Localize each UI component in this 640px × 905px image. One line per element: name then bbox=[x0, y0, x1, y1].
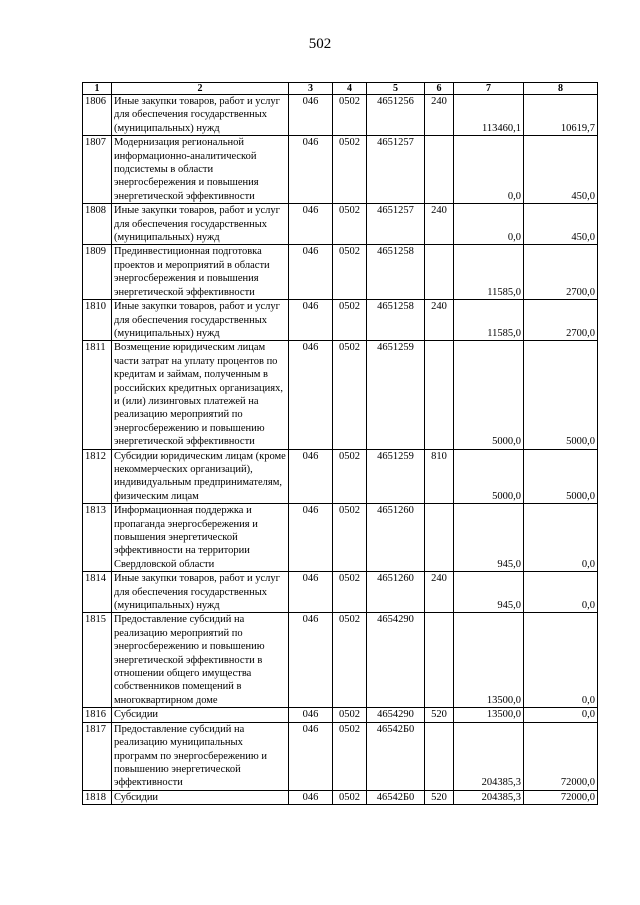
row-col7: 13500,0 bbox=[454, 613, 524, 708]
row-col4: 0502 bbox=[333, 300, 367, 341]
row-col5: 4651258 bbox=[367, 300, 425, 341]
col-header-3: 3 bbox=[289, 83, 333, 95]
row-col6: 520 bbox=[425, 708, 454, 722]
col-header-5: 5 bbox=[367, 83, 425, 95]
table-row bbox=[83, 136, 598, 204]
row-col8: 2700,0 bbox=[524, 245, 598, 300]
row-name: Иные закупки товаров, работ и услуг для обеспечения государственных (муниципальных) нужд bbox=[112, 95, 289, 136]
row-number: 1814 bbox=[83, 572, 112, 613]
row-col8: 10619,7 bbox=[524, 95, 598, 136]
row-col3: 046 bbox=[289, 572, 333, 613]
row-col8: 0,0 bbox=[524, 613, 598, 708]
row-col5: 4651256 bbox=[367, 95, 425, 136]
row-col6 bbox=[425, 722, 454, 790]
row-col8: 0,0 bbox=[524, 504, 598, 572]
table-row bbox=[83, 722, 598, 790]
row-col7: 5000,0 bbox=[454, 449, 524, 504]
row-number: 1809 bbox=[83, 245, 112, 300]
row-col7: 11585,0 bbox=[454, 300, 524, 341]
row-col3: 046 bbox=[289, 300, 333, 341]
row-col6 bbox=[425, 341, 454, 449]
row-col7: 0,0 bbox=[454, 136, 524, 204]
row-number: 1811 bbox=[83, 341, 112, 449]
row-col4: 0502 bbox=[333, 790, 367, 804]
row-name: Прединвестиционная подготовка проектов и мероприятий в области энергосбережения и повышения энергетической эффективности bbox=[112, 245, 289, 300]
row-col4: 0502 bbox=[333, 572, 367, 613]
row-col5: 4651257 bbox=[367, 204, 425, 245]
row-name: Субсидии юридическим лицам (кроме некоммерческих организаций), индивидуальным предпринимателям, физическим лицам bbox=[112, 449, 289, 504]
row-col4: 0502 bbox=[333, 722, 367, 790]
row-name: Иные закупки товаров, работ и услуг для обеспечения государственных (муниципальных) нужд bbox=[112, 572, 289, 613]
row-col8: 2700,0 bbox=[524, 300, 598, 341]
row-col7: 5000,0 bbox=[454, 341, 524, 449]
row-name: Субсидии bbox=[112, 790, 289, 804]
row-name: Иные закупки товаров, работ и услуг для обеспечения государственных (муниципальных) нужд bbox=[112, 300, 289, 341]
row-col7: 204385,3 bbox=[454, 722, 524, 790]
row-number: 1815 bbox=[83, 613, 112, 708]
row-name: Субсидии bbox=[112, 708, 289, 722]
row-col3: 046 bbox=[289, 449, 333, 504]
row-name: Информационная поддержка и пропаганда энергосбережения и повышения энергетической эффективности на территории Свердловской области bbox=[112, 504, 289, 572]
row-col7: 11585,0 bbox=[454, 245, 524, 300]
row-col4: 0502 bbox=[333, 136, 367, 204]
row-col5: 4651259 bbox=[367, 341, 425, 449]
row-col4: 0502 bbox=[333, 613, 367, 708]
row-col8: 0,0 bbox=[524, 708, 598, 722]
row-col4: 0502 bbox=[333, 504, 367, 572]
row-name: Предоставление субсидий на реализацию мероприятий по энергосбережению и повышению энергетической эффективности в отношении общего имущества собственников помещений в многоквартирном доме bbox=[112, 613, 289, 708]
page-number: 502 bbox=[308, 36, 332, 52]
row-col4: 0502 bbox=[333, 245, 367, 300]
row-col7: 113460,1 bbox=[454, 95, 524, 136]
row-col5: 4651260 bbox=[367, 572, 425, 613]
row-col6: 810 bbox=[425, 449, 454, 504]
row-col5: 4654290 bbox=[367, 613, 425, 708]
row-col7: 945,0 bbox=[454, 572, 524, 613]
table-row bbox=[83, 572, 598, 613]
row-col5: 4654290 bbox=[367, 708, 425, 722]
col-header-7: 7 bbox=[454, 83, 524, 95]
row-col8: 0,0 bbox=[524, 572, 598, 613]
row-col4: 0502 bbox=[333, 449, 367, 504]
col-header-8: 8 bbox=[524, 83, 598, 95]
row-col6: 520 bbox=[425, 790, 454, 804]
row-col3: 046 bbox=[289, 204, 333, 245]
row-col5: 4651260 bbox=[367, 504, 425, 572]
row-col3: 046 bbox=[289, 341, 333, 449]
table-row bbox=[83, 245, 598, 300]
row-col8: 450,0 bbox=[524, 136, 598, 204]
row-number: 1806 bbox=[83, 95, 112, 136]
row-col8: 5000,0 bbox=[524, 341, 598, 449]
row-col7: 0,0 bbox=[454, 204, 524, 245]
row-number: 1816 bbox=[83, 708, 112, 722]
table-row bbox=[83, 341, 598, 449]
table-row bbox=[83, 449, 598, 504]
row-col6 bbox=[425, 504, 454, 572]
table-row bbox=[83, 613, 598, 708]
row-number: 1807 bbox=[83, 136, 112, 204]
row-col3: 046 bbox=[289, 708, 333, 722]
row-col8: 450,0 bbox=[524, 204, 598, 245]
table-row bbox=[83, 204, 598, 245]
table-row bbox=[83, 504, 598, 572]
budget-table bbox=[82, 82, 598, 805]
row-col4: 0502 bbox=[333, 95, 367, 136]
col-header-1: 1 bbox=[83, 83, 112, 95]
row-col4: 0502 bbox=[333, 204, 367, 245]
table-row bbox=[83, 708, 598, 722]
row-col5: 46542Б0 bbox=[367, 790, 425, 804]
row-number: 1812 bbox=[83, 449, 112, 504]
table-row bbox=[83, 300, 598, 341]
row-col7: 204385,3 bbox=[454, 790, 524, 804]
table-row bbox=[83, 790, 598, 804]
row-col6 bbox=[425, 136, 454, 204]
row-col3: 046 bbox=[289, 95, 333, 136]
row-col3: 046 bbox=[289, 136, 333, 204]
row-col8: 72000,0 bbox=[524, 722, 598, 790]
row-col6: 240 bbox=[425, 300, 454, 341]
row-col8: 5000,0 bbox=[524, 449, 598, 504]
row-name: Иные закупки товаров, работ и услуг для обеспечения государственных (муниципальных) нужд bbox=[112, 204, 289, 245]
row-col5: 4651257 bbox=[367, 136, 425, 204]
row-col6: 240 bbox=[425, 572, 454, 613]
row-name: Возмещение юридическим лицам части затрат на уплату процентов по кредитам и займам, полученным в российских кредитных организациях, и (или) лизинговых платежей на реализацию мероприятий по энергосбережению и повышению энергетической эффективности bbox=[112, 341, 289, 449]
row-number: 1813 bbox=[83, 504, 112, 572]
row-name: Предоставление субсидий на реализацию муниципальных программ по энергосбережению и повышению энергетической эффективности bbox=[112, 722, 289, 790]
row-col5: 4651259 bbox=[367, 449, 425, 504]
row-number: 1810 bbox=[83, 300, 112, 341]
row-number: 1818 bbox=[83, 790, 112, 804]
col-header-6: 6 bbox=[425, 83, 454, 95]
col-header-2: 2 bbox=[112, 83, 289, 95]
row-col6: 240 bbox=[425, 204, 454, 245]
row-name: Модернизация региональной информационно-аналитической подсистемы в области энергосбережения и повышения энергетической эффективности bbox=[112, 136, 289, 204]
col-header-4: 4 bbox=[333, 83, 367, 95]
row-col6: 240 bbox=[425, 95, 454, 136]
header-row bbox=[83, 83, 598, 95]
row-col7: 13500,0 bbox=[454, 708, 524, 722]
row-col4: 0502 bbox=[333, 341, 367, 449]
row-col5: 46542Б0 bbox=[367, 722, 425, 790]
row-col3: 046 bbox=[289, 245, 333, 300]
row-col3: 046 bbox=[289, 790, 333, 804]
row-col6 bbox=[425, 613, 454, 708]
row-col4: 0502 bbox=[333, 708, 367, 722]
row-col3: 046 bbox=[289, 613, 333, 708]
row-col8: 72000,0 bbox=[524, 790, 598, 804]
row-number: 1808 bbox=[83, 204, 112, 245]
row-col3: 046 bbox=[289, 504, 333, 572]
row-col7: 945,0 bbox=[454, 504, 524, 572]
table-row bbox=[83, 95, 598, 136]
row-col5: 4651258 bbox=[367, 245, 425, 300]
row-number: 1817 bbox=[83, 722, 112, 790]
row-col6 bbox=[425, 245, 454, 300]
row-col3: 046 bbox=[289, 722, 333, 790]
